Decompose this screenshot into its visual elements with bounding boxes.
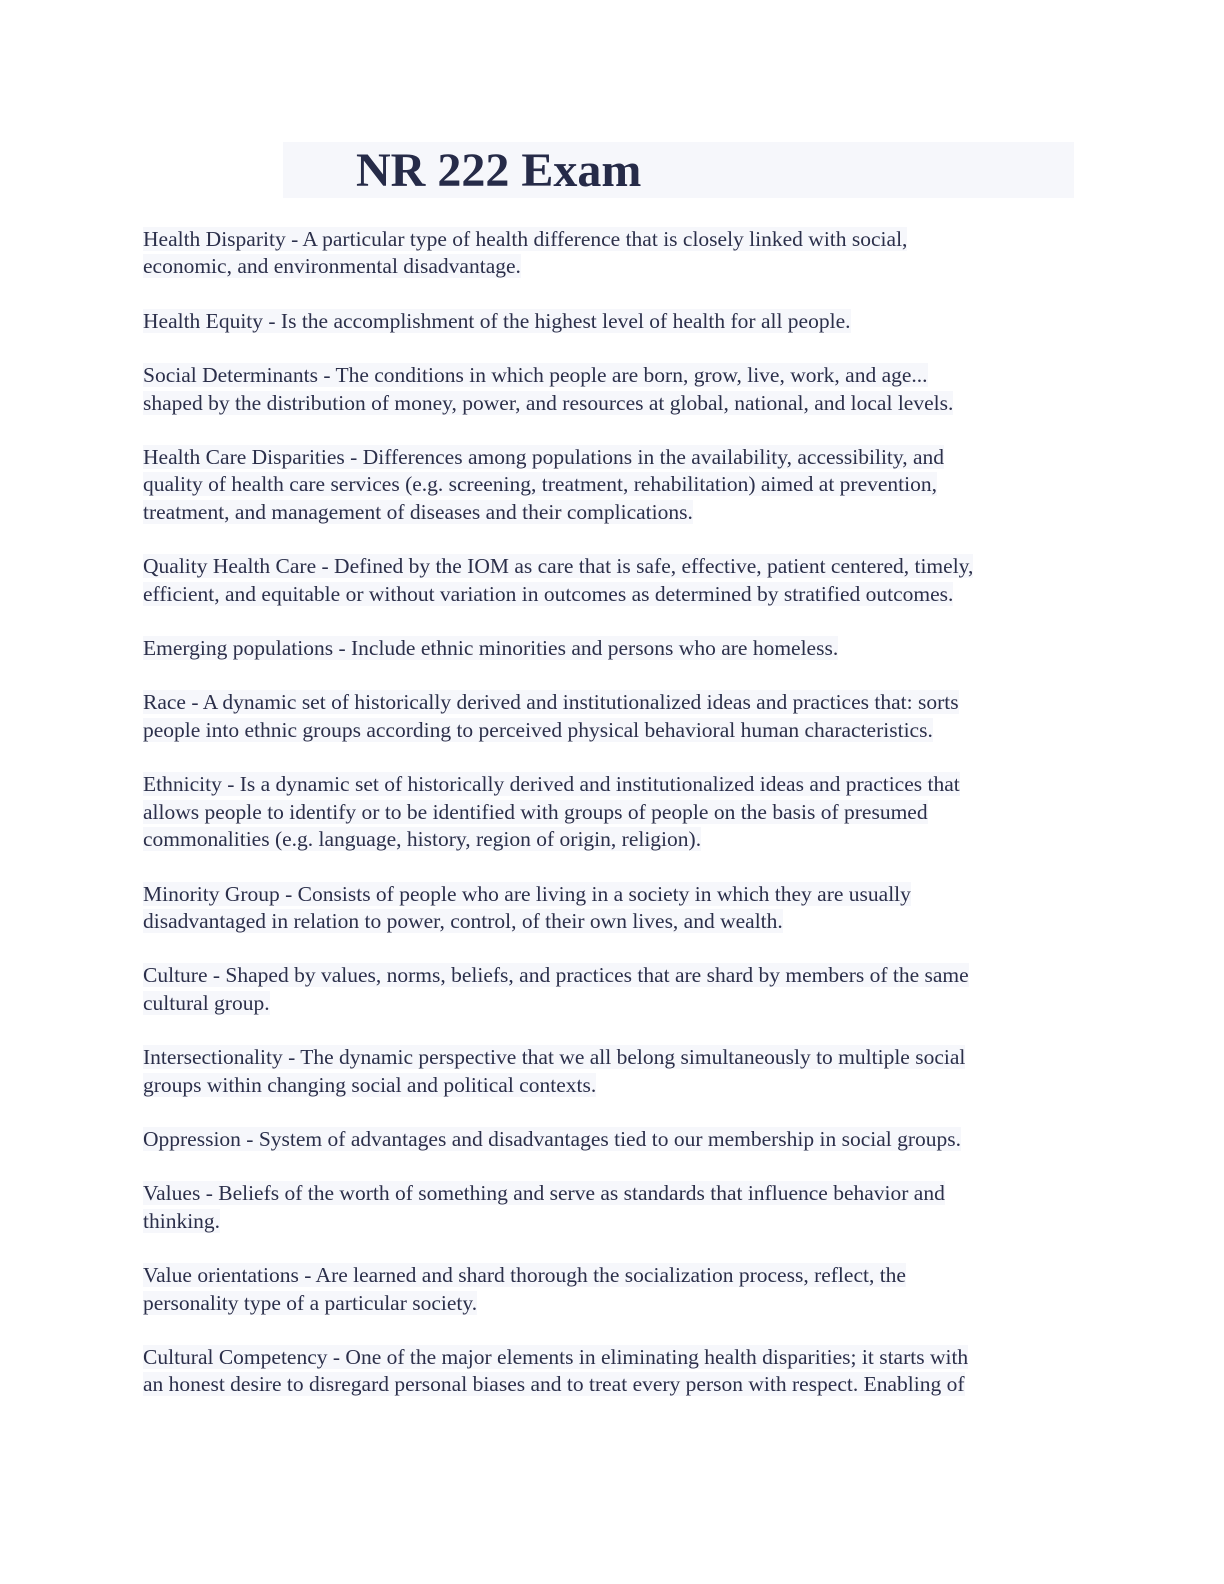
definition-text: allows people to identify or to be identified with groups of people on the basis of presumed: [143, 799, 928, 824]
definition-line: [143, 581, 1073, 608]
definition-text: thinking.: [143, 1208, 221, 1233]
definition-line: [143, 1290, 1073, 1317]
definition-text: commonalities (e.g. language, history, region of origin, religion).: [143, 827, 702, 852]
definition-entry: [143, 553, 1073, 608]
definition-entry: [143, 1126, 1073, 1153]
definition-line: [143, 1044, 1073, 1071]
definition-line: [143, 771, 1073, 798]
definition-text: people into ethnic groups according to perceived physical behavioral human characteristics.: [143, 717, 933, 742]
definition-text: quality of health care services (e.g. screening, treatment, rehabilitation) aimed at prevention,: [143, 472, 937, 497]
definition-entry: [143, 881, 1073, 936]
definition-line: [143, 499, 1073, 526]
definition-line: [143, 635, 1073, 662]
definition-text: economic, and environmental disadvantage.: [143, 254, 521, 279]
definition-text: Emerging populations - Include ethnic minorities and persons who are homeless.: [143, 636, 839, 661]
definition-text: Oppression - System of advantages and disadvantages tied to our membership in social groups.: [143, 1126, 962, 1151]
definition-entry: [143, 1344, 1073, 1399]
definition-text: Ethnicity - Is a dynamic set of historically derived and institutionalized ideas and practices that: [143, 772, 960, 797]
definition-line: [143, 1371, 1073, 1398]
definition-entry: [143, 1044, 1073, 1099]
definition-entry: [143, 226, 1073, 281]
definition-text: Value orientations - Are learned and shard thorough the socialization process, reflect, the: [143, 1263, 906, 1288]
definition-line: [143, 308, 1073, 335]
definition-line: [143, 444, 1073, 471]
definition-line: [143, 1344, 1073, 1371]
definition-line: [143, 881, 1073, 908]
definition-text: Health Care Disparities - Differences among populations in the availability, accessibility, and: [143, 445, 945, 470]
definition-entry: [143, 1262, 1073, 1317]
definition-line: [143, 1180, 1073, 1207]
definition-text: Health Equity - Is the accomplishment of the highest level of health for all people.: [143, 308, 851, 333]
definition-text: Minority Group - Consists of people who are living in a society in which they are usually: [143, 881, 911, 906]
definition-entry: [143, 308, 1073, 335]
definition-text: Quality Health Care - Defined by the IOM as care that is safe, effective, patient centered, timely,: [143, 554, 974, 579]
definition-line: [143, 390, 1073, 417]
definition-text: Cultural Competency - One of the major elements in eliminating health disparities; it starts with: [143, 1344, 969, 1369]
definition-text: Health Disparity - A particular type of health difference that is closely linked with social,: [143, 227, 908, 251]
definition-text: treatment, and management of diseases and their complications.: [143, 499, 693, 524]
definition-line: [143, 1208, 1073, 1235]
definition-line: [143, 253, 1073, 280]
definition-entry: [143, 444, 1073, 526]
definition-line: [143, 471, 1073, 498]
page-title: NR 222 Exam: [356, 144, 642, 197]
definition-line: [143, 826, 1073, 853]
definition-entry: [143, 1180, 1073, 1235]
definition-entry: [143, 962, 1073, 1017]
definition-line: [143, 1072, 1073, 1099]
definition-text: Social Determinants - The conditions in which people are born, grow, live, work, and age...: [143, 363, 928, 388]
definition-line: [143, 1262, 1073, 1289]
definition-line: [143, 962, 1073, 989]
definition-line: [143, 226, 1073, 253]
definition-text: disadvantaged in relation to power, control, of their own lives, and wealth.: [143, 908, 783, 933]
definition-line: [143, 717, 1073, 744]
definition-line: [143, 908, 1073, 935]
definition-line: [143, 689, 1073, 716]
definition-line: [143, 799, 1073, 826]
definition-list: [143, 226, 1073, 1426]
definition-text: Culture - Shaped by values, norms, beliefs, and practices that are shard by members of the same: [143, 963, 969, 988]
definition-text: Race - A dynamic set of historically derived and institutionalized ideas and practices that: sorts: [143, 690, 959, 715]
definition-text: groups within changing social and political contexts.: [143, 1072, 597, 1097]
definition-line: [143, 1126, 1073, 1153]
definition-line: [143, 553, 1073, 580]
definition-text: personality type of a particular society.: [143, 1290, 478, 1315]
definition-text: cultural group.: [143, 990, 270, 1015]
definition-line: [143, 990, 1073, 1017]
definition-text: shaped by the distribution of money, power, and resources at global, national, and local levels.: [143, 390, 954, 415]
definition-entry: [143, 771, 1073, 853]
definition-text: an honest desire to disregard personal biases and to treat every person with respect. Enabling of: [143, 1372, 965, 1397]
definition-line: [143, 362, 1073, 389]
definition-entry: [143, 689, 1073, 744]
definition-entry: [143, 362, 1073, 417]
definition-entry: [143, 635, 1073, 662]
definition-text: Intersectionality - The dynamic perspective that we all belong simultaneously to multiple social: [143, 1045, 966, 1070]
definition-text: efficient, and equitable or without variation in outcomes as determined by stratified outcomes.: [143, 581, 954, 606]
title-band: [283, 142, 1074, 198]
definition-text: Values - Beliefs of the worth of something and serve as standards that influence behavior and: [143, 1181, 945, 1206]
